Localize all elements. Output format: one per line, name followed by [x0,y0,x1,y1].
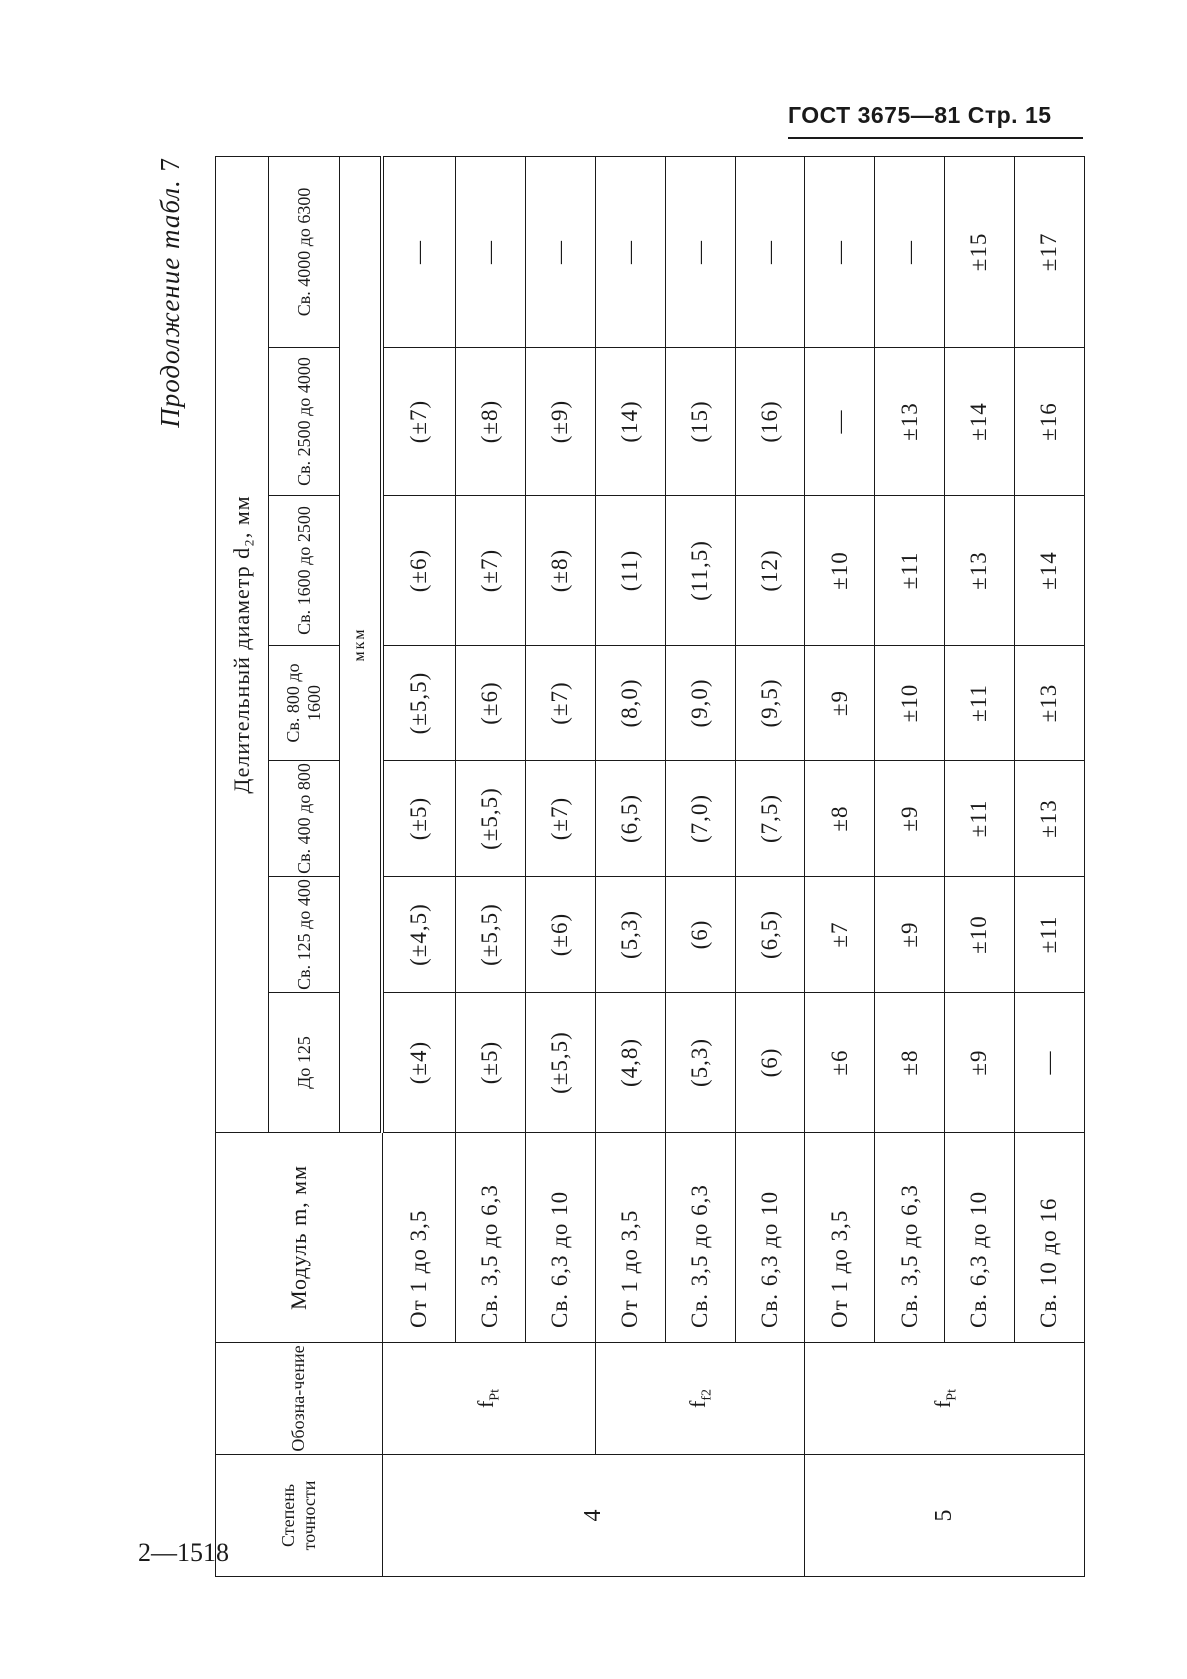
value-cell: (12) [735,496,805,646]
value-cell: ±11 [945,646,1015,761]
value-cell: ±9 [805,646,875,761]
value-cell: (±6) [382,496,456,646]
table-row [805,156,875,1576]
value-cell: (14) [595,348,665,496]
col-diameter-header: Делительный диаметр d₂, мм [216,156,269,1132]
value-cell: ±10 [945,877,1015,993]
table-row [595,156,665,1576]
value-cell: (±5,5) [456,761,526,877]
value-cell: (±6) [526,877,596,993]
symbol-subscript: Pt [943,1389,959,1401]
tolerance-table [215,156,1085,1577]
header-rule [788,137,1083,139]
value-cell: ±11 [1015,877,1085,993]
range-header: Св. 1600 до 2500 [269,496,340,646]
value-cell: — [456,156,526,347]
value-cell: ±11 [875,496,945,646]
value-cell: (±4) [382,993,456,1133]
symbol-subscript: f2 [699,1389,715,1401]
value-cell: (11,5) [665,496,735,646]
col-module-header: Модуль m, мм [216,1133,383,1343]
value-cell: (7,5) [735,761,805,877]
col-symbol-header: Обозна-чение [216,1343,383,1455]
table-row [382,156,456,1576]
value-cell: (9,5) [735,646,805,761]
module-cell: Св. 10 до 16 [1015,1133,1085,1343]
value-cell: — [382,156,456,347]
value-cell: (5,3) [665,993,735,1133]
module-cell: Св. 6,3 до 10 [735,1133,805,1343]
value-cell: (16) [735,348,805,496]
value-cell: — [875,156,945,347]
value-cell: (±8) [526,496,596,646]
value-cell: (6,5) [595,761,665,877]
module-cell: Св. 3,5 до 6,3 [665,1133,735,1343]
value-cell: ±8 [805,761,875,877]
value-cell: (±5) [382,761,456,877]
value-cell: ±11 [945,761,1015,877]
value-cell: ±10 [805,496,875,646]
value-cell: ±6 [805,993,875,1133]
page-code: 2—1518 [138,1538,229,1567]
value-cell: (15) [665,348,735,496]
value-cell: ±9 [875,761,945,877]
module-cell: Св. 6,3 до 10 [945,1133,1015,1343]
value-cell: ±8 [875,993,945,1133]
symbol-cell: $f_{Pt}$ [805,1343,1085,1455]
symbol-subscript: Pt [487,1389,503,1401]
grade-cell: 4 [382,1455,805,1577]
value-cell: — [805,348,875,496]
value-cell: ±13 [1015,761,1085,877]
value-cell: (5,3) [595,877,665,993]
module-cell: От 1 до 3,5 [382,1133,456,1343]
range-header: Св. 125 до 400 [269,877,340,993]
value-cell: ±14 [1015,496,1085,646]
caption-number: 7 [155,157,185,172]
value-cell: ±9 [875,877,945,993]
value-cell: ±7 [805,877,875,993]
module-cell: Св. 6,3 до 10 [526,1133,596,1343]
value-cell: ±10 [875,646,945,761]
value-cell: (±6) [456,646,526,761]
module-cell: Св. 3,5 до 6,3 [875,1133,945,1343]
value-cell: (±9) [526,348,596,496]
value-cell: ±9 [945,993,1015,1133]
standard-header: ГОСТ 3675—81 Стр. 15 [788,102,1052,128]
value-cell: (±7) [526,646,596,761]
value-cell: (6) [665,877,735,993]
table-caption [155,157,186,497]
module-cell: От 1 до 3,5 [595,1133,665,1343]
col-grade-header: Степень точности [216,1455,383,1577]
value-cell: (6) [735,993,805,1133]
value-cell: (7,0) [665,761,735,877]
value-cell: (±5,5) [382,646,456,761]
symbol-cell: $f_{Pt}$ [382,1343,595,1455]
value-cell: ±15 [945,156,1015,347]
range-header: Св. 400 до 800 [269,761,340,877]
value-cell: — [735,156,805,347]
range-header: До 125 [269,993,340,1133]
value-cell: (±7) [382,348,456,496]
value-cell: ±13 [875,348,945,496]
module-cell: От 1 до 3,5 [805,1133,875,1343]
value-cell: — [805,156,875,347]
value-cell: (±5) [456,993,526,1133]
value-cell: (±8) [456,348,526,496]
module-cell: Св. 3,5 до 6,3 [456,1133,526,1343]
value-cell: ±13 [1015,646,1085,761]
value-cell: (4,8) [595,993,665,1133]
rotated-table-block [155,157,1085,1577]
value-cell: (±7) [526,761,596,877]
value-cell: (8,0) [595,646,665,761]
value-cell: (±5,5) [526,993,596,1133]
range-header: Св. 2500 до 4000 [269,348,340,496]
value-cell: ±14 [945,348,1015,496]
value-cell: ±13 [945,496,1015,646]
value-cell: (11) [595,496,665,646]
value-cell: — [595,156,665,347]
range-header: Св. 4000 до 6300 [269,156,340,347]
grade-cell: 5 [805,1455,1085,1577]
value-cell: (±7) [456,496,526,646]
header-row-1 [216,156,269,1576]
symbol-cell: $f_{f2}$ [595,1343,805,1455]
value-cell: ±17 [1015,156,1085,347]
value-cell: (6,5) [735,877,805,993]
value-cell: (±4,5) [382,877,456,993]
value-cell: (±5,5) [456,877,526,993]
value-cell: — [1015,993,1085,1133]
value-cell: — [526,156,596,347]
range-header: Св. 800 до 1600 [269,646,340,761]
value-cell: ±16 [1015,348,1085,496]
caption-text: Продолжение табл. [155,179,185,428]
unit-label: мкм [340,156,383,1132]
value-cell: (9,0) [665,646,735,761]
value-cell: — [665,156,735,347]
